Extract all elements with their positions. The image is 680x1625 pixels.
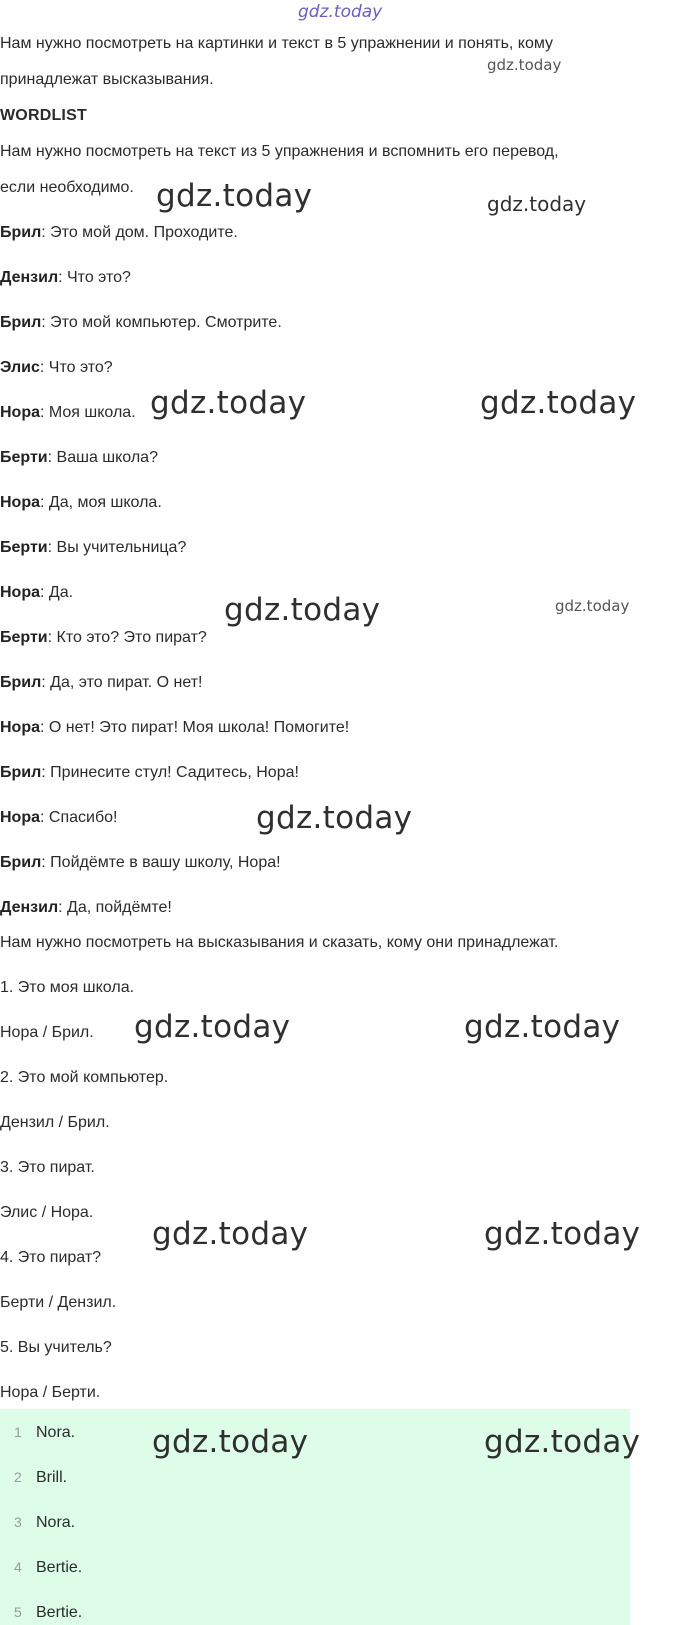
answer-number: 1	[14, 1424, 22, 1440]
dialogue-text: : Пойдёмте в вашу школу, Нора!	[41, 854, 281, 871]
quiz-options: Берти / Дензил.	[0, 1294, 117, 1311]
dialogue-text: : Ваша школа?	[47, 449, 158, 466]
dialogue-text: : Это мой дом. Проходите.	[41, 224, 238, 241]
dialogue-line	[0, 718, 349, 738]
dialogue-text: : Кто это? Это пират?	[47, 629, 207, 646]
speaker-name: Берти	[0, 539, 48, 556]
quiz-options: Нора / Брил.	[0, 1024, 94, 1041]
wordlist-heading: WORDLIST	[0, 107, 87, 124]
quiz-question: 2. Это мой компьютер.	[0, 1069, 169, 1086]
dialogue-line	[0, 583, 73, 603]
watermark: gdz.today	[152, 1424, 309, 1460]
dialogue-text: : Что это?	[39, 359, 113, 376]
answer-text: Bertie.	[36, 1604, 83, 1621]
watermark: gdz.today	[150, 385, 307, 421]
quiz-options: Элис / Нора.	[0, 1204, 94, 1221]
dialogue-line	[0, 673, 202, 693]
speaker-name: Берти	[0, 449, 48, 466]
answer-number: 2	[14, 1469, 22, 1485]
intro-text-line-2: принадлежат высказывания.	[0, 71, 214, 88]
answer-text: Brill.	[36, 1469, 68, 1486]
dialogue-line	[0, 538, 186, 558]
speaker-name: Нора	[0, 404, 40, 421]
task1-text-line-2: если необходимо.	[0, 179, 134, 196]
dialogue-line	[0, 223, 238, 243]
dialogue-line	[0, 268, 131, 288]
speaker-name: Брил	[0, 224, 42, 241]
dialogue-text: : Да, моя школа.	[40, 494, 162, 511]
dialogue-text: : Да.	[40, 584, 74, 601]
watermark: gdz.today	[487, 56, 562, 74]
watermark: gdz.today	[256, 800, 413, 836]
speaker-name: Нора	[0, 809, 40, 826]
dialogue-text: : Да, это пират. О нет!	[41, 674, 203, 691]
dialogue-line	[0, 313, 282, 333]
dialogue-line	[0, 403, 136, 423]
quiz-question: 5. Вы учитель?	[0, 1339, 112, 1356]
watermark: gdz.today	[484, 1424, 641, 1460]
speaker-name: Брил	[0, 314, 42, 331]
speaker-name: Брил	[0, 764, 42, 781]
dialogue-line	[0, 898, 172, 918]
answer-row	[0, 1601, 82, 1623]
dialogue-text: : Вы учительница?	[47, 539, 187, 556]
speaker-name: Берти	[0, 629, 48, 646]
watermark: gdz.today	[156, 178, 313, 214]
watermark: gdz.today	[464, 1009, 621, 1045]
quiz-question: 3. Это пират.	[0, 1159, 95, 1176]
speaker-name: Дензил	[0, 269, 59, 286]
answer-text: Nora.	[36, 1424, 76, 1441]
dialogue-text: : Принесите стул! Садитесь, Нора!	[41, 764, 299, 781]
speaker-name: Элис	[0, 359, 40, 376]
quiz-options: Дензил / Брил.	[0, 1114, 110, 1131]
watermark: gdz.today	[487, 192, 587, 216]
answer-row	[0, 1511, 75, 1533]
dialogue-text: : Да, пойдёмте!	[58, 899, 172, 916]
dialogue-text: : Что это?	[58, 269, 131, 286]
answer-text: Bertie.	[36, 1559, 83, 1576]
dialogue-text: : Это мой компьютер. Смотрите.	[41, 314, 282, 331]
quiz-question: 4. Это пират?	[0, 1249, 102, 1266]
dialogue-line	[0, 853, 281, 873]
answer-text: Nora.	[36, 1514, 76, 1531]
watermark: gdz.today	[480, 385, 637, 421]
dialogue-text: : Моя школа.	[40, 404, 136, 421]
dialogue-line	[0, 763, 299, 783]
answer-number: 3	[14, 1514, 22, 1530]
watermark: gdz.today	[224, 592, 381, 628]
speaker-name: Нора	[0, 719, 40, 736]
watermark-top: gdz.today	[298, 2, 383, 22]
speaker-name: Нора	[0, 584, 40, 601]
dialogue-line	[0, 448, 158, 468]
task2-text: Нам нужно посмотреть на высказывания и сказать, кому они принадлежат.	[0, 934, 559, 951]
intro-text-line-1: Нам нужно посмотреть на картинки и текст в 5 упражнении и понять, кому	[0, 35, 554, 52]
quiz-question: 1. Это моя школа.	[0, 979, 135, 996]
answer-number: 5	[14, 1604, 22, 1620]
answer-row	[0, 1421, 75, 1443]
watermark: gdz.today	[152, 1216, 309, 1252]
answer-number: 4	[14, 1559, 22, 1575]
speaker-name: Брил	[0, 674, 42, 691]
answer-row	[0, 1556, 82, 1578]
watermark: gdz.today	[555, 597, 630, 615]
dialogue-text: : Спасибо!	[40, 809, 118, 826]
quiz-options: Нора / Берти.	[0, 1384, 101, 1401]
dialogue-line	[0, 493, 162, 513]
speaker-name: Брил	[0, 854, 42, 871]
watermark: gdz.today	[134, 1009, 291, 1045]
dialogue-line	[0, 358, 113, 378]
task1-text-line-1: Нам нужно посмотреть на текст из 5 упражнения и вспомнить его перевод,	[0, 143, 559, 160]
watermark: gdz.today	[484, 1216, 641, 1252]
speaker-name: Дензил	[0, 899, 59, 916]
speaker-name: Нора	[0, 494, 40, 511]
dialogue-text: : О нет! Это пират! Моя школа! Помогите!	[40, 719, 350, 736]
dialogue-line	[0, 628, 207, 648]
dialogue-line	[0, 808, 117, 828]
answer-row	[0, 1466, 67, 1488]
